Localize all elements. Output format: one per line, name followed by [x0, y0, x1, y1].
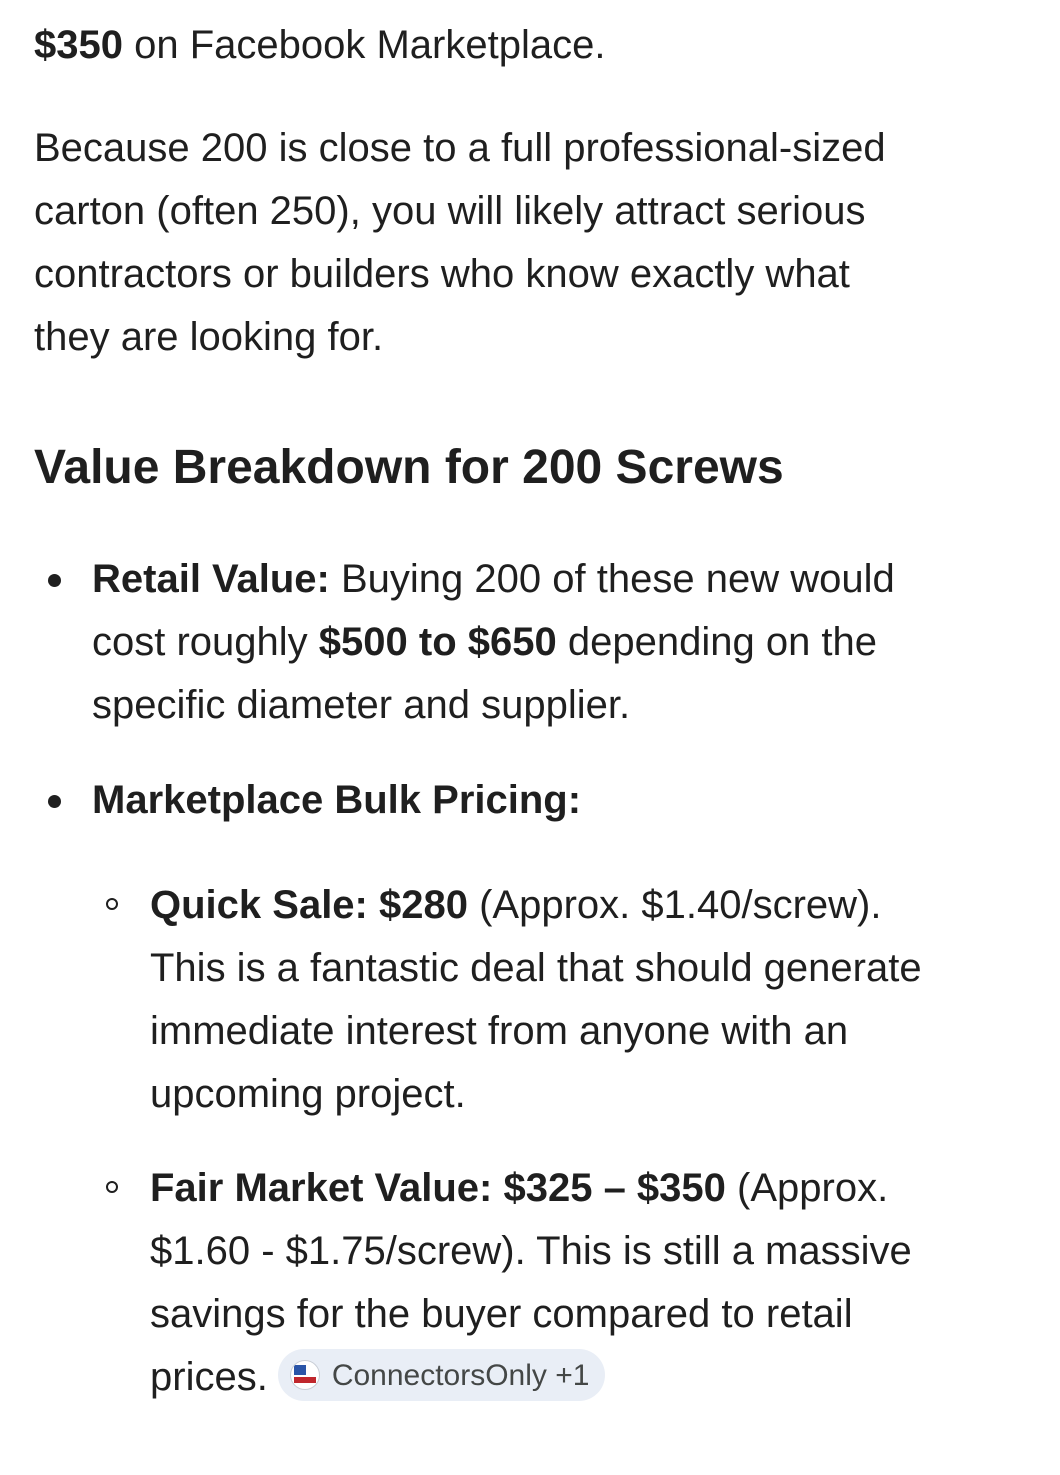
sub-list-item-quick-sale [150, 874, 922, 1126]
quick-sale-text: (Approx. $1.40/screw). [467, 883, 882, 927]
sub-list-item-fair-market [150, 1157, 912, 1409]
fair-market-line-2: $1.60 - $1.75/screw). This is still a massive [150, 1229, 912, 1273]
section-heading: Value Breakdown for 200 Screws [34, 441, 784, 494]
quick-sale-line-2: This is a fantastic deal that should generate [150, 946, 922, 990]
intro-paragraph [34, 117, 994, 369]
intro-line: they are looking for. [34, 315, 384, 359]
bullet-icon [48, 795, 61, 808]
intro-line: contractors or builders who know exactly what [34, 252, 850, 296]
price-summary-paragraph [34, 16, 605, 74]
source-chip-label: ConnectorsOnly +1 [331, 1358, 590, 1392]
bullet-icon [48, 574, 61, 587]
quick-sale-line-3: immediate interest from anyone with an [150, 1009, 849, 1053]
fair-market-line-3: savings for the buyer compared to retail [150, 1292, 853, 1336]
intro-line: Because 200 is close to a full professional-sized [34, 126, 886, 170]
quick-sale-label: Quick Sale: $280 [150, 883, 468, 927]
quick-sale-line-4: upcoming project. [150, 1072, 466, 1116]
flag-favicon-icon [290, 1360, 320, 1390]
intro-line: carton (often 250), you will likely attract serious [34, 189, 866, 233]
sub-bullet-icon [106, 898, 118, 910]
retail-line-1 [92, 548, 895, 611]
price-summary-text: on Facebook Marketplace. [122, 23, 606, 67]
sub-bullet-icon [106, 1181, 118, 1193]
marketplace-label: Marketplace Bulk Pricing: [92, 778, 582, 822]
list-item-marketplace-pricing [92, 769, 581, 832]
retail-line-3: specific diameter and supplier. [92, 683, 631, 727]
retail-text: cost roughly [92, 620, 319, 664]
fair-market-line-4 [150, 1346, 912, 1409]
retail-line-2 [92, 611, 895, 674]
quick-sale-line-1 [150, 874, 922, 937]
retail-label: Retail Value: [92, 557, 330, 601]
retail-price-range: $500 to $650 [318, 620, 557, 664]
source-chip[interactable] [278, 1349, 606, 1401]
retail-text: Buying 200 of these new would [329, 557, 895, 601]
retail-text: depending on the [556, 620, 878, 664]
marketplace-line [92, 769, 581, 832]
fair-market-text: prices. [150, 1355, 268, 1399]
fair-market-line-1 [150, 1157, 912, 1220]
fair-market-text: (Approx. [725, 1166, 889, 1210]
price-highlight: $350 [34, 23, 123, 67]
list-item-retail-value [92, 548, 895, 737]
fair-market-label: Fair Market Value: $325 – $350 [150, 1166, 726, 1210]
